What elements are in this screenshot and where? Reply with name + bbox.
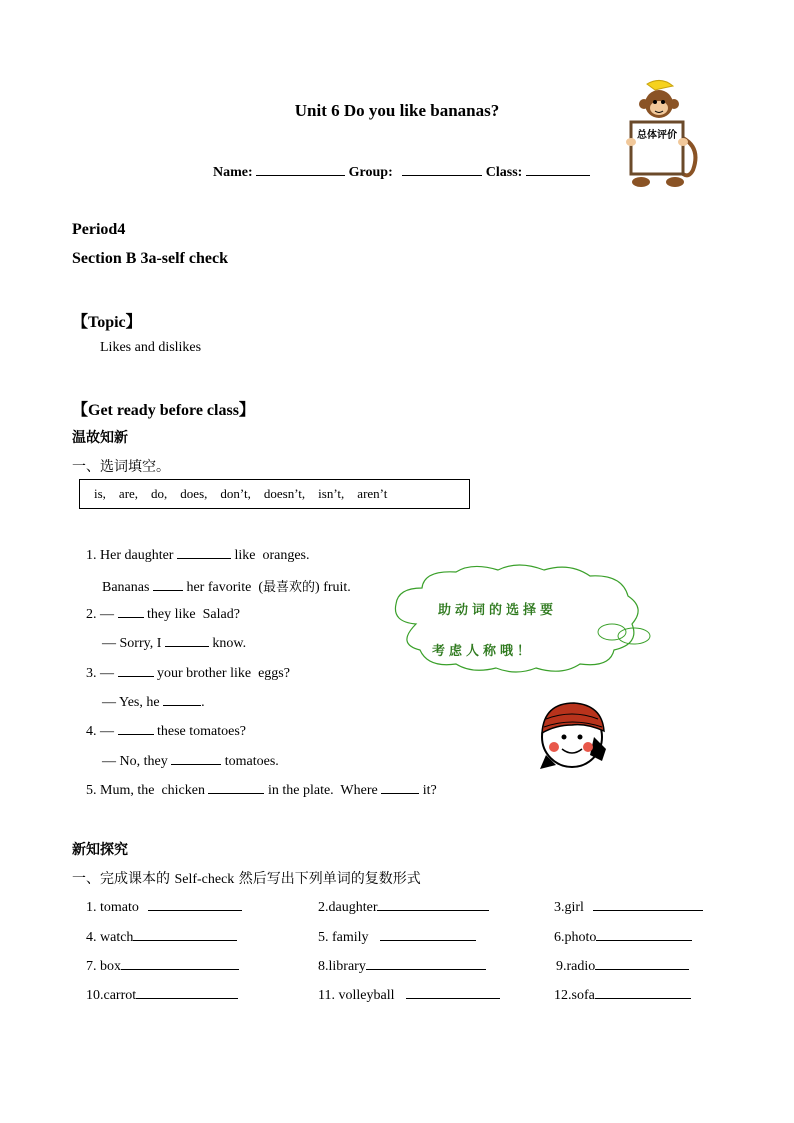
plural-item: 9.radio — [556, 957, 689, 975]
answer-blank[interactable] — [118, 664, 154, 677]
bubble-text-line1: 助动词的选择要 — [438, 603, 558, 618]
plural-item: 7. box — [86, 957, 239, 975]
question-3b: — Yes, he . — [102, 695, 205, 710]
answer-blank[interactable] — [153, 578, 183, 591]
answer-blank[interactable] — [208, 781, 264, 794]
answer-blank[interactable] — [118, 605, 144, 618]
question-1b: Bananas her favorite (最喜欢的) fruit. — [102, 580, 351, 595]
thought-bubble — [386, 564, 654, 676]
question-4b: — No, they tomatoes. — [102, 754, 279, 769]
plural-item: 6.photo — [554, 928, 692, 946]
word-bank-item: do, — [151, 486, 168, 501]
part2-instruction: 一、完成课本的 Self-check 然后写出下列单词的复数形式 — [72, 871, 421, 887]
period-heading: Period4 — [72, 221, 126, 238]
bubble-text-line2: 考虑人称哦！ — [432, 644, 535, 659]
group-field[interactable] — [402, 163, 482, 176]
question-1a: 1. Her daughter like oranges. — [86, 548, 310, 563]
name-field[interactable] — [256, 163, 345, 176]
answer-blank[interactable] — [163, 693, 201, 706]
word-bank-item: doesn’t, — [263, 486, 306, 501]
question-4a: 4. — these tomatoes? — [86, 724, 247, 739]
question-3a: 3. — your brother like eggs? — [86, 666, 290, 681]
class-label: Class: — [485, 165, 523, 180]
get-ready-heading: 【Get ready before class】 — [72, 402, 255, 419]
plural-item: 1. tomato — [86, 898, 242, 916]
word-bank-item: does, — [180, 486, 208, 501]
monkey-mascot-icon — [617, 78, 701, 190]
topic-heading: 【Topic】 — [72, 314, 142, 331]
class-field[interactable] — [526, 163, 590, 176]
answer-blank[interactable] — [177, 546, 231, 559]
word-bank-item: don’t, — [220, 486, 251, 501]
answer-blank[interactable] — [381, 781, 419, 794]
answer-blank[interactable] — [165, 634, 209, 647]
plural-item: 8.library — [318, 957, 486, 975]
question-2a: 2. — they like Salad? — [86, 607, 240, 622]
part1-instruction: 一、选词填空。 — [72, 459, 170, 475]
group-label: Group: — [348, 165, 393, 180]
word-bank-box — [79, 479, 470, 509]
plural-item: 4. watch — [86, 928, 237, 946]
question-2b: — Sorry, I know. — [102, 636, 247, 651]
new-heading: 新知探究 — [72, 842, 128, 858]
plural-item: 12.sofa — [554, 986, 691, 1004]
word-bank-item: isn’t, — [318, 486, 345, 501]
answer-blank[interactable] — [118, 722, 154, 735]
topic-text: Likes and dislikes — [100, 340, 202, 355]
page-title: Unit 6 Do you like bananas? — [294, 101, 500, 120]
word-bank-item: aren’t — [357, 486, 388, 501]
answer-blank[interactable] — [171, 752, 221, 765]
word-bank-item: is, — [94, 486, 106, 501]
review-heading: 温故知新 — [72, 430, 128, 446]
word-bank-item: are, — [118, 486, 139, 501]
question-5: 5. Mum, the chicken in the plate. Where it? — [86, 783, 437, 798]
plural-item: 2.daughter — [318, 898, 489, 916]
plural-item: 11. volleyball — [318, 986, 500, 1004]
plural-item: 5. family — [318, 928, 476, 946]
eval-sign-text: 总体评价 — [637, 130, 677, 141]
plural-item: 3.girl — [554, 898, 703, 916]
name-label: Name: — [213, 165, 253, 180]
cartoon-kid-icon — [536, 697, 608, 775]
student-info-line — [213, 163, 590, 181]
plural-item: 10.carrot — [86, 986, 238, 1004]
section-heading: Section B 3a-self check — [72, 250, 228, 267]
